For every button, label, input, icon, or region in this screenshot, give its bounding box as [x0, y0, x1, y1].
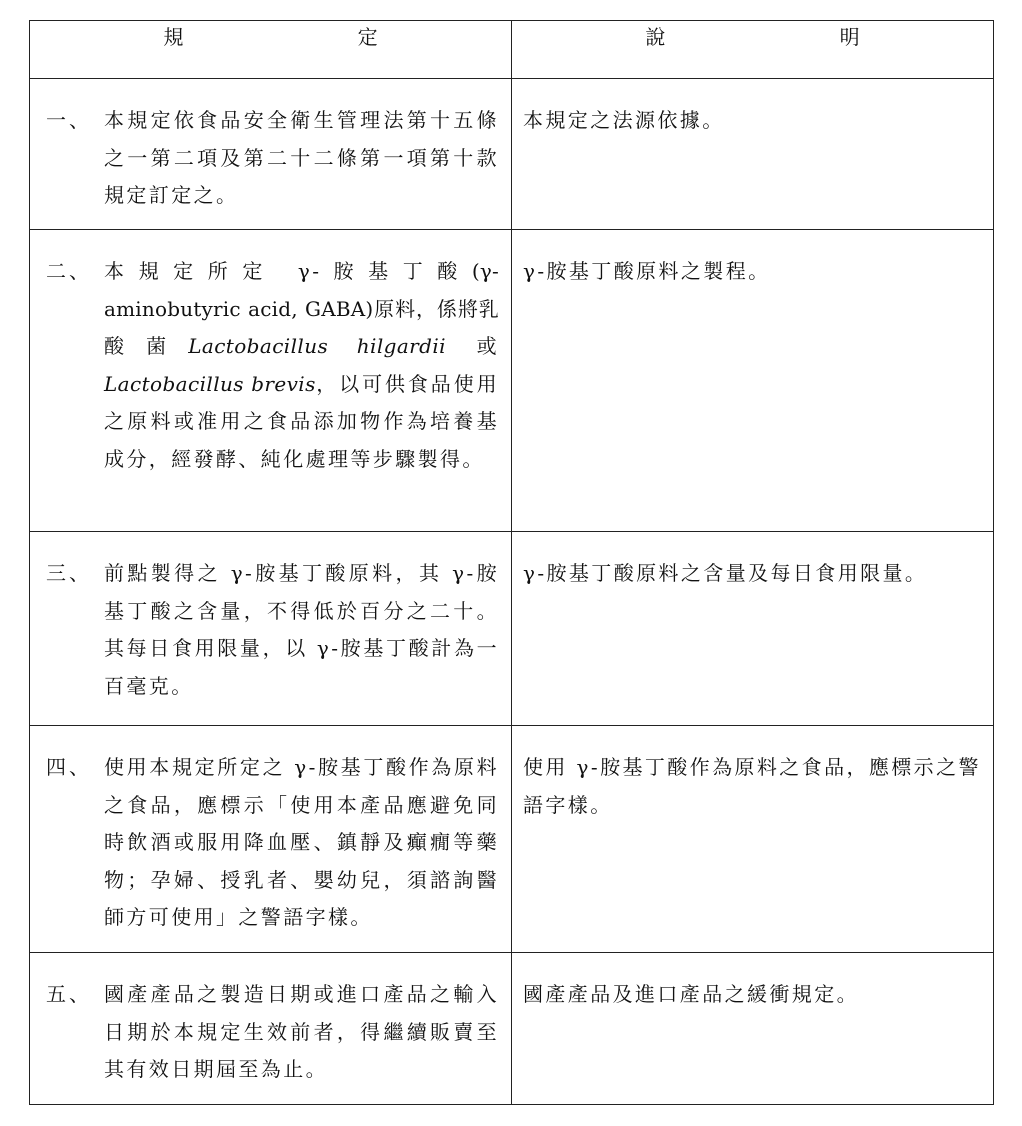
regulation-cell	[30, 532, 512, 726]
regulation-cell	[30, 953, 512, 1105]
explanation-text: γ-胺基丁酸原料之含量及每日食用限量。	[523, 561, 928, 585]
table-row	[30, 726, 994, 953]
table-row	[30, 79, 994, 230]
explanation-text: 國產產品及進口產品之緩衝規定。	[523, 982, 859, 1006]
table-row	[30, 953, 994, 1105]
regulation-text-part3: 或	[476, 334, 499, 358]
item-number: 三、	[46, 561, 92, 585]
item-number: 一、	[46, 108, 92, 132]
table-row	[30, 230, 994, 532]
regulation-cell	[30, 230, 512, 532]
regulation-cell	[30, 79, 512, 230]
regulation-text-part1: 本規定所定 γ-胺基丁酸	[104, 259, 472, 283]
explanation-text: 本規定之法源依據。	[523, 108, 725, 132]
table-header-row	[30, 21, 994, 79]
regulation-text: 前點製得之 γ-胺基丁酸原料，其 γ-胺基丁酸之含量，不得低於百分之二十。其每日食用限量，以 γ-胺基丁酸計為一百毫克。	[104, 561, 499, 698]
explanation-cell	[512, 532, 994, 726]
regulation-text-part4: ，以可供食品使用之原料或准用之食品添加物作為培養基成分，經發酵、純化處理等步驟製得。	[104, 371, 499, 471]
regulation-text	[104, 253, 499, 478]
regulation-text-part2: (γ-aminobutyric acid, GABA)原料，係將乳酸菌	[104, 259, 499, 358]
regulation-text: 使用本規定所定之 γ-胺基丁酸作為原料之食品，應標示「使用本產品應避免同時飲酒或服用降血壓、鎮靜及癲癇等藥物；孕婦、授乳者、嬰幼兒，須諮詢醫師方可使用」之警語字樣。	[104, 755, 499, 929]
regulation-text: 本規定依食品安全衛生管理法第十五條之一第二項及第二十二條第一項第十款規定訂定之。	[104, 108, 499, 207]
explanation-cell	[512, 230, 994, 532]
explanation-cell	[512, 79, 994, 230]
species-name-1: Lactobacillus hilgardii	[188, 334, 446, 358]
item-number: 二、	[46, 259, 92, 283]
explanation-cell	[512, 953, 994, 1105]
regulation-text: 國產產品之製造日期或進口產品之輸入日期於本規定生效前者，得繼續販賣至其有效日期屆至為止。	[104, 982, 499, 1081]
explanation-text: γ-胺基丁酸原料之製程。	[523, 259, 771, 283]
explanation-cell	[512, 726, 994, 953]
explanation-text: 使用 γ-胺基丁酸作為原料之食品，應標示之警語字樣。	[523, 755, 981, 817]
header-explanation: 說 明	[512, 21, 994, 79]
species-name-2: Lactobacillus brevis	[104, 371, 316, 396]
regulation-table	[29, 20, 994, 1105]
item-number: 四、	[46, 755, 92, 779]
table-row	[30, 532, 994, 726]
item-number: 五、	[46, 982, 92, 1006]
header-regulation: 規 定	[30, 21, 512, 79]
regulation-cell	[30, 726, 512, 953]
